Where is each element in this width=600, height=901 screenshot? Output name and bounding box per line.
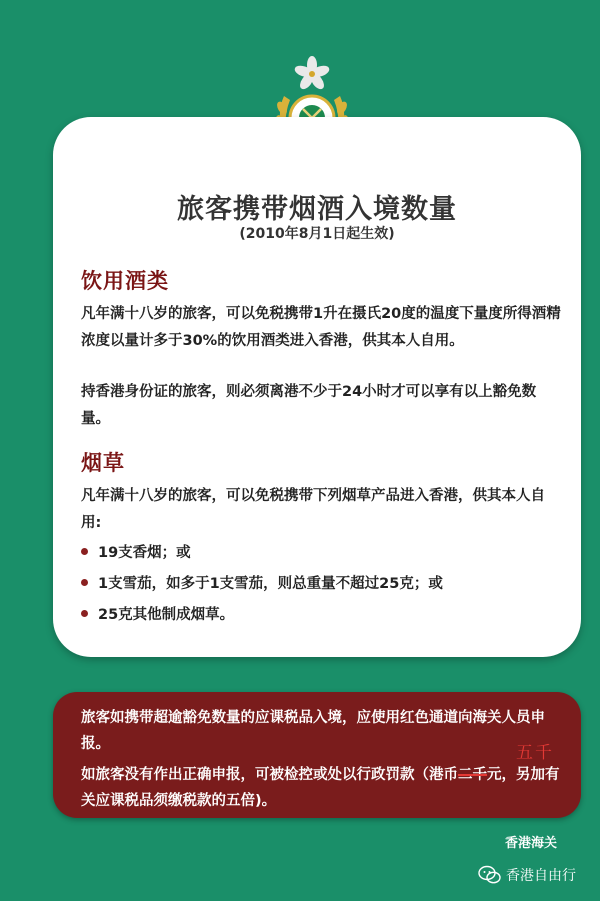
watermark	[478, 864, 576, 886]
list-item: 19支香烟；或	[81, 541, 561, 562]
list-item: 25克其他制成烟草。	[81, 603, 561, 624]
alcohol-paragraph: 凡年满十八岁的旅客，可以免税携带1升在摄氏20度的温度下量度所得酒精浓度以量计多于30%的饮用酒类进入香港，供其本人自用。	[81, 306, 561, 349]
struck-amount: 二千	[458, 767, 487, 783]
info-card	[53, 117, 581, 657]
list-item: 1支雪茄，如多于1支雪茄，则总重量不超过25克；或	[81, 572, 561, 593]
notice-red-channel-text: 旅客如携带超逾豁免数量的应课税品入境，应使用红色通道向海关人员申报。	[81, 710, 545, 752]
signature-customs: 香港海关	[505, 836, 558, 851]
wechat-icon	[478, 864, 502, 886]
effective-date: (2010年8月1日起生效)	[239, 226, 395, 242]
bullet-dot	[81, 548, 88, 555]
tobacco-heading: 烟草	[81, 451, 125, 475]
declaration-notice	[53, 692, 581, 818]
bullet-dot	[81, 579, 88, 586]
watermark-text: 香港自由行	[506, 868, 576, 884]
tobacco-intro: 凡年满十八岁的旅客，可以免税携带下列烟草产品进入香港，供其本人自用:	[81, 488, 545, 531]
notice-penalty-text: 如旅客没有作出正确申报，可被检控或处以行政罚款（港币二千元，另加有关应课税品须缴税款的五倍)。	[81, 767, 560, 809]
bullet-dot	[81, 610, 88, 617]
alcohol-residency-paragraph: 持香港身份证的旅客，则必须离港不少于24小时才可以享有以上豁免数量。	[81, 384, 537, 427]
page-title: 旅客携带烟酒入境数量	[177, 194, 457, 225]
handwritten-correction: 五千	[516, 743, 554, 763]
alcohol-heading: 饮用酒类	[81, 269, 169, 293]
